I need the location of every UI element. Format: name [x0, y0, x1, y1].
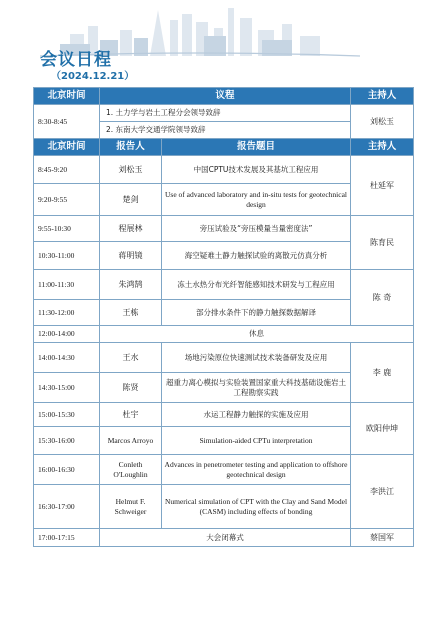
- row-time: 9:55-10:30: [34, 216, 100, 242]
- row-host: 蔡国军: [351, 529, 414, 547]
- row-host: 欧阳仲坤: [351, 403, 414, 455]
- col-header-agenda: 议程: [100, 88, 351, 105]
- row-topic: 水运工程静力触探的实施及应用: [162, 403, 351, 427]
- row-time: 15:00-15:30: [34, 403, 100, 427]
- col-header-speaker: 报告人: [100, 139, 162, 156]
- row-speaker: Helmut F. Schweiger: [100, 485, 162, 529]
- row-speaker: 刘松玉: [100, 156, 162, 184]
- table-row: [34, 455, 414, 485]
- opening-row: [34, 105, 414, 122]
- row-speaker: Marcos Arroyo: [100, 427, 162, 455]
- row-topic: 旁压试验及“旁压模量当量密度法”: [162, 216, 351, 242]
- row-speaker: 程展林: [100, 216, 162, 242]
- row-host: 陈 奇: [351, 270, 414, 326]
- opening-header-row: [34, 88, 414, 105]
- row-topic: Use of advanced laboratory and in-situ tests for geotechnical design: [162, 184, 351, 216]
- row-speaker: 蒋明镜: [100, 242, 162, 270]
- opening-item: 2. 东南大学交通学院领导致辞: [100, 122, 351, 139]
- col-header-host: 主持人: [351, 88, 414, 105]
- row-topic: Advances in penetrometer testing and application to offshore geotechnical design: [162, 455, 351, 485]
- col-header-time: 北京时间: [34, 88, 100, 105]
- table-row: [34, 529, 414, 547]
- reports-header-row: [34, 139, 414, 156]
- row-host: 杜延军: [351, 156, 414, 216]
- page-title: 会议日程: [40, 50, 112, 70]
- row-host: 陈育民: [351, 216, 414, 270]
- row-time: 10:30-11:00: [34, 242, 100, 270]
- break-label: 休息: [100, 326, 414, 343]
- opening-host: 刘松玉: [351, 105, 414, 139]
- table-row: [34, 326, 414, 343]
- row-host: 李洪江: [351, 455, 414, 529]
- row-speaker: 王栋: [100, 300, 162, 326]
- col-header-topic: 报告题目: [162, 139, 351, 156]
- row-speaker: 楚剑: [100, 184, 162, 216]
- row-time: 15:30-16:00: [34, 427, 100, 455]
- table-row: [34, 270, 414, 300]
- event-date: （2024.12.21）: [51, 71, 135, 82]
- row-time: 14:30-15:00: [34, 373, 100, 403]
- row-speaker: 陈贤: [100, 373, 162, 403]
- closing-label: 大会闭幕式: [100, 529, 351, 547]
- row-topic: 部分排水条件下的静力触探数据解译: [162, 300, 351, 326]
- row-speaker: 杜宇: [100, 403, 162, 427]
- row-time: 16:00-16:30: [34, 455, 100, 485]
- table-row: [34, 156, 414, 184]
- row-speaker: 朱鸿鹄: [100, 270, 162, 300]
- row-topic: Simulation-aided CPTu interpretation: [162, 427, 351, 455]
- row-speaker: 王水: [100, 343, 162, 373]
- row-time: 14:00-14:30: [34, 343, 100, 373]
- table-row: [34, 343, 414, 373]
- table-row: [34, 403, 414, 427]
- schedule-table: [33, 87, 414, 547]
- row-topic: 海空疑难土静力触探试验的离散元仿真分析: [162, 242, 351, 270]
- row-time: 8:45-9:20: [34, 156, 100, 184]
- opening-item: 1. 土力学与岩土工程分会领导致辞: [100, 105, 351, 122]
- row-topic: 冻土水热分布光纤智能感知技术研发与工程应用: [162, 270, 351, 300]
- row-time: 16:30-17:00: [34, 485, 100, 529]
- row-topic: 中国CPTU技术发展及其基坑工程应用: [162, 156, 351, 184]
- row-time: 12:00-14:00: [34, 326, 100, 343]
- col-header-time: 北京时间: [34, 139, 100, 156]
- row-time: 11:00-11:30: [34, 270, 100, 300]
- row-time: 11:30-12:00: [34, 300, 100, 326]
- row-speaker: Conleth O'Loughlin: [100, 455, 162, 485]
- col-header-host: 主持人: [351, 139, 414, 156]
- row-topic: Numerical simulation of CPT with the Clay and Sand Model (CASM) including effects of bonding: [162, 485, 351, 529]
- row-time: 17:00-17:15: [34, 529, 100, 547]
- row-topic: 场地污染原位快速测试技术装备研发及应用: [162, 343, 351, 373]
- table-row: [34, 216, 414, 242]
- opening-time: 8:30-8:45: [34, 105, 100, 139]
- row-topic: 超重力离心模拟与实验装置国家重大科技基础设施岩土工程勘察实践: [162, 373, 351, 403]
- row-host: 李 鹿: [351, 343, 414, 403]
- row-time: 9:20-9:55: [34, 184, 100, 216]
